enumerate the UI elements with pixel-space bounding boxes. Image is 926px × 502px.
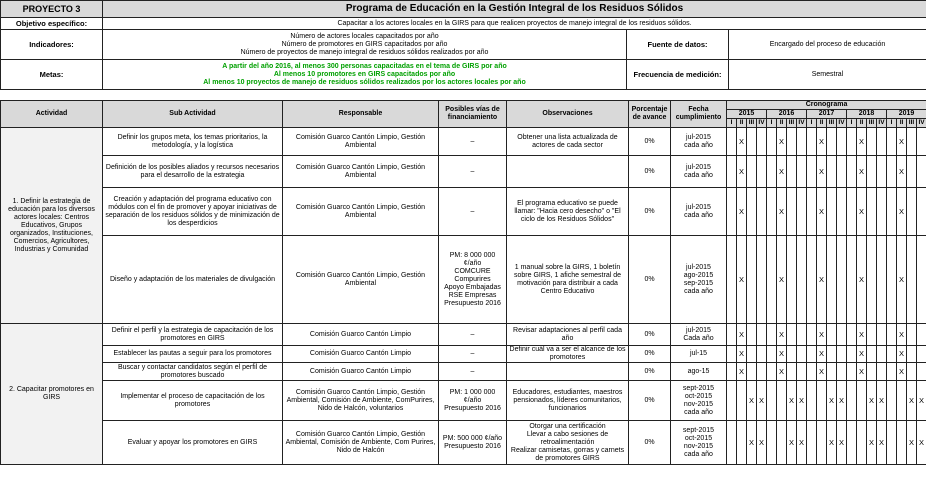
schedule-cell	[867, 156, 877, 188]
table-row	[1, 188, 926, 236]
schedule-mark: X	[917, 381, 926, 421]
schedule-cell	[807, 421, 817, 465]
porcentaje-cell: 0%	[629, 421, 671, 465]
fecha-cell: jul-15	[671, 346, 727, 363]
responsable-cell: Comisión Guarco Cantón Limpio, Gestión Ambiental, Comisión de Ambiente, ComPurires, Nido de Halcón, voluntarios	[283, 381, 439, 421]
schedule-cell	[787, 346, 797, 363]
schedule-mark: X	[837, 381, 847, 421]
activities-table	[0, 100, 926, 465]
schedule-mark: X	[787, 421, 797, 465]
schedule-cell	[847, 381, 857, 421]
header-quarter: II	[857, 119, 867, 128]
sub-activity-cell: Evaluar y apoyar los promotores en GIRS	[103, 421, 283, 465]
indicador-1: Número de actores locales capacitados por año	[290, 32, 439, 40]
table-row	[1, 128, 926, 156]
schedule-cell	[767, 421, 777, 465]
project-title: Programa de Educación en la Gestión Integral de los Residuos Sólidos	[103, 1, 926, 18]
schedule-mark: X	[897, 236, 907, 324]
responsable-cell: Comisión Guarco Cantón Limpio, Gestión Ambiental	[283, 128, 439, 156]
schedule-cell	[897, 381, 907, 421]
schedule-cell	[857, 381, 867, 421]
schedule-mark: X	[817, 324, 827, 346]
responsable-cell: Comisión Guarco Cantón Limpio, Gestión Ambiental	[283, 236, 439, 324]
porcentaje-cell: 0%	[629, 381, 671, 421]
activity-cell: 1. Definir la estrategia de educación para los diversos actores locales: Centros Educativos, Grupos organizados, Instituciones, Comercios, Agricultores, Industrias y Comunidad	[1, 128, 103, 324]
header-quarter: IV	[798, 119, 805, 126]
observaciones-cell	[507, 363, 629, 381]
schedule-mark: X	[897, 346, 907, 363]
observaciones-cell: El programa educativo se puede llamar: "Hacia cero desecho" o "El ciclo de los Residuos Sólidos"	[507, 188, 629, 236]
schedule-mark: X	[797, 381, 807, 421]
header-observaciones: Observaciones	[507, 101, 629, 128]
schedule-mark: X	[757, 381, 767, 421]
header-quarter: III	[747, 119, 757, 128]
header-fecha: Fecha cumplimiento	[671, 101, 727, 128]
responsable-cell: Comisión Guarco Cantón Limpio, Gestión Ambiental	[283, 188, 439, 236]
vias-cell: –	[439, 346, 507, 363]
schedule-mark: X	[857, 128, 867, 156]
schedule-cell	[837, 128, 847, 156]
schedule-mark: X	[777, 324, 787, 346]
schedule-cell	[877, 188, 887, 236]
schedule-cell	[807, 236, 817, 324]
schedule-cell	[867, 188, 877, 236]
indicador-3: Número de proyectos de manejo integral de residuos sólidos realizados por año	[240, 48, 489, 56]
schedule-cell	[837, 236, 847, 324]
header-quarter: IV	[878, 119, 885, 126]
schedule-cell	[727, 346, 737, 363]
header-quarter: III	[867, 119, 877, 128]
schedule-cell	[867, 236, 877, 324]
schedule-cell	[907, 188, 917, 236]
schedule-cell	[847, 363, 857, 381]
schedule-cell	[807, 363, 817, 381]
header-quarter: III	[907, 119, 917, 128]
porcentaje-cell: 0%	[629, 346, 671, 363]
schedule-cell	[877, 324, 887, 346]
schedule-mark: X	[777, 156, 787, 188]
schedule-mark: X	[837, 421, 847, 465]
porcentaje-cell: 0%	[629, 236, 671, 324]
schedule-cell	[807, 156, 817, 188]
schedule-mark: X	[817, 156, 827, 188]
header-quarter: II	[897, 119, 907, 128]
fecha-cell: ago-15	[671, 363, 727, 381]
objetivo-text: Capacitar a los actores locales en la GIRS para que realicen proyectos de manejo integral de los residuos sólidos.	[103, 18, 926, 30]
schedule-cell	[737, 381, 747, 421]
table-row	[1, 381, 926, 421]
schedule-cell	[907, 324, 917, 346]
objetivo-label: Objetivo específico:	[1, 18, 103, 30]
schedule-mark: X	[877, 381, 887, 421]
schedule-mark: X	[817, 188, 827, 236]
schedule-mark: X	[817, 346, 827, 363]
vias-cell: –	[439, 324, 507, 346]
schedule-mark: X	[777, 236, 787, 324]
schedule-cell	[757, 156, 767, 188]
schedule-cell	[907, 128, 917, 156]
header-quarter: II	[777, 119, 787, 128]
schedule-cell	[867, 363, 877, 381]
schedule-cell	[727, 324, 737, 346]
schedule-mark: X	[827, 381, 837, 421]
schedule-cell	[767, 188, 777, 236]
schedule-cell	[797, 363, 807, 381]
schedule-cell	[887, 363, 897, 381]
schedule-mark: X	[817, 236, 827, 324]
schedule-mark: X	[817, 363, 827, 381]
responsable-cell: Comisión Guarco Cantón Limpio, Gestión Ambiental, Comisión de Ambiente, Com Purires, Nido de Halcón	[283, 421, 439, 465]
schedule-cell	[877, 363, 887, 381]
schedule-cell	[767, 324, 777, 346]
schedule-mark: X	[747, 421, 757, 465]
schedule-cell	[887, 381, 897, 421]
meta-2: Al menos 10 promotores en GIRS capacitados por año	[273, 70, 456, 78]
schedule-cell	[747, 156, 757, 188]
schedule-cell	[827, 188, 837, 236]
schedule-cell	[817, 381, 827, 421]
schedule-mark: X	[787, 381, 797, 421]
schedule-mark: X	[897, 156, 907, 188]
schedule-mark: X	[897, 363, 907, 381]
schedule-mark: X	[757, 421, 767, 465]
project-header-table	[0, 0, 926, 90]
schedule-cell	[727, 156, 737, 188]
schedule-mark: X	[737, 324, 747, 346]
schedule-cell	[887, 324, 897, 346]
schedule-cell	[767, 381, 777, 421]
header-quarter: II	[817, 119, 827, 128]
schedule-cell	[757, 324, 767, 346]
schedule-cell	[807, 188, 817, 236]
fecha-cell: jul-2015 cada año	[671, 128, 727, 156]
schedule-cell	[837, 156, 847, 188]
schedule-cell	[837, 324, 847, 346]
schedule-cell	[827, 324, 837, 346]
schedule-cell	[837, 363, 847, 381]
header-quarter: I	[727, 119, 737, 128]
header-quarter: III	[787, 119, 797, 128]
schedule-mark: X	[777, 128, 787, 156]
fecha-cell: jul-2015 cada año	[671, 188, 727, 236]
sub-activity-cell: Definición de los posibles aliados y recursos necesarios para el desarrollo de la estrategia	[103, 156, 283, 188]
schedule-cell	[727, 421, 737, 465]
schedule-cell	[807, 346, 817, 363]
schedule-cell	[847, 346, 857, 363]
responsable-cell: Comisión Guarco Cantón Limpio, Gestión Ambiental	[283, 156, 439, 188]
schedule-cell	[767, 236, 777, 324]
schedule-cell	[727, 128, 737, 156]
header-quarter: IV	[838, 119, 845, 126]
sub-activity-cell: Definir los grupos meta, los temas prioritarios, la metodología, y la logística	[103, 128, 283, 156]
schedule-cell	[797, 236, 807, 324]
fecha-cell: jul-2015 ago-2015 sep-2015 cada año	[671, 236, 727, 324]
schedule-cell	[837, 188, 847, 236]
schedule-cell	[787, 128, 797, 156]
metas-text	[103, 60, 627, 90]
schedule-cell	[767, 346, 777, 363]
porcentaje-cell: 0%	[629, 363, 671, 381]
schedule-cell	[877, 128, 887, 156]
schedule-mark: X	[797, 421, 807, 465]
header-year-2019: 2019	[887, 110, 926, 119]
schedule-cell	[917, 324, 926, 346]
schedule-mark: X	[897, 188, 907, 236]
indicadores-text	[103, 30, 627, 60]
schedule-cell	[797, 324, 807, 346]
header-responsable: Responsable	[283, 101, 439, 128]
schedule-mark: X	[737, 128, 747, 156]
schedule-cell	[827, 236, 837, 324]
observaciones-cell: Revisar adaptaciones al perfil cada año	[507, 324, 629, 346]
schedule-cell	[807, 381, 817, 421]
schedule-cell	[887, 236, 897, 324]
schedule-cell	[787, 236, 797, 324]
schedule-cell	[787, 188, 797, 236]
schedule-cell	[767, 363, 777, 381]
observaciones-cell: Definir cuál va a ser el alcance de los promotores	[507, 346, 629, 363]
schedule-cell	[867, 324, 877, 346]
frecuencia-label: Frecuencia de medición:	[627, 60, 729, 90]
schedule-cell	[867, 346, 877, 363]
schedule-cell	[797, 188, 807, 236]
schedule-cell	[887, 346, 897, 363]
schedule-mark: X	[737, 363, 747, 381]
schedule-cell	[817, 421, 827, 465]
schedule-cell	[917, 156, 926, 188]
schedule-cell	[897, 421, 907, 465]
responsable-cell: Comisión Guarco Cantón Limpio	[283, 363, 439, 381]
schedule-cell	[727, 363, 737, 381]
schedule-cell	[887, 421, 897, 465]
schedule-mark: X	[817, 128, 827, 156]
schedule-cell	[827, 128, 837, 156]
porcentaje-cell: 0%	[629, 128, 671, 156]
schedule-cell	[767, 128, 777, 156]
schedule-cell	[747, 188, 757, 236]
schedule-mark: X	[777, 188, 787, 236]
schedule-cell	[757, 188, 767, 236]
fuente-label: Fuente de datos:	[627, 30, 729, 60]
header-year-2018: 2018	[847, 110, 887, 119]
observaciones-cell: Educadores, estudiantes, maestros pensionados, líderes comunitarios, funcionarios	[507, 381, 629, 421]
meta-3: Al menos 10 proyectos de manejo de residuos sólidos realizados por los actores locales por año	[203, 78, 526, 86]
schedule-cell	[907, 363, 917, 381]
indicadores-label: Indicadores:	[1, 30, 103, 60]
porcentaje-cell: 0%	[629, 324, 671, 346]
metas-label: Metas:	[1, 60, 103, 90]
schedule-mark: X	[917, 421, 926, 465]
project-label: PROYECTO 3	[1, 1, 103, 18]
schedule-cell	[787, 363, 797, 381]
fecha-cell: jul-2015 Cada año	[671, 324, 727, 346]
schedule-cell	[757, 236, 767, 324]
schedule-mark: X	[857, 156, 867, 188]
observaciones-cell	[507, 156, 629, 188]
schedule-cell	[867, 128, 877, 156]
table-row	[1, 363, 926, 381]
header-quarter: I	[847, 119, 857, 128]
porcentaje-cell: 0%	[629, 156, 671, 188]
schedule-cell	[807, 128, 817, 156]
schedule-cell	[907, 346, 917, 363]
schedule-cell	[727, 188, 737, 236]
header-quarter: IV	[758, 119, 765, 126]
observaciones-cell: Otorgar una certificación Llevar a cabo sesiones de retroalimentación Realizar camisetas, gorras y carnets de promotores GIRS	[507, 421, 629, 465]
schedule-mark: X	[737, 236, 747, 324]
fecha-cell: jul-2015 cada año	[671, 156, 727, 188]
schedule-cell	[757, 346, 767, 363]
table-row	[1, 236, 926, 324]
schedule-cell	[877, 236, 887, 324]
header-quarter: III	[827, 119, 837, 128]
frecuencia-text: Semestral	[729, 60, 926, 90]
sub-activity-cell: Buscar y contactar candidatos según el perfil de promotores buscado	[103, 363, 283, 381]
header-vias-financiamiento: Posibles vías de financiamiento	[439, 101, 507, 128]
header-porcentaje: Porcentaje de avance	[629, 101, 671, 128]
schedule-mark: X	[907, 381, 917, 421]
table-row	[1, 156, 926, 188]
schedule-mark: X	[897, 324, 907, 346]
porcentaje-cell: 0%	[629, 188, 671, 236]
header-actividad: Actividad	[1, 101, 103, 128]
header-year-2017: 2017	[807, 110, 847, 119]
schedule-mark: X	[867, 381, 877, 421]
schedule-cell	[837, 346, 847, 363]
schedule-cell	[887, 128, 897, 156]
schedule-cell	[767, 156, 777, 188]
schedule-cell	[857, 421, 867, 465]
schedule-cell	[827, 363, 837, 381]
responsable-cell: Comisión Guarco Cantón Limpio	[283, 346, 439, 363]
schedule-mark: X	[777, 346, 787, 363]
table-row	[1, 346, 926, 363]
header-quarter: IV	[918, 119, 925, 126]
sub-activity-cell: Establecer las pautas a seguir para los promotores	[103, 346, 283, 363]
vias-cell: PM: 500 000 ¢/año Presupuesto 2016	[439, 421, 507, 465]
schedule-cell	[887, 156, 897, 188]
header-quarter: I	[807, 119, 817, 128]
schedule-mark: X	[867, 421, 877, 465]
schedule-cell	[797, 156, 807, 188]
schedule-cell	[727, 381, 737, 421]
schedule-cell	[847, 236, 857, 324]
schedule-cell	[917, 236, 926, 324]
schedule-cell	[757, 128, 767, 156]
schedule-cell	[887, 188, 897, 236]
table-row	[1, 324, 926, 346]
schedule-mark: X	[897, 128, 907, 156]
schedule-cell	[737, 421, 747, 465]
schedule-mark: X	[737, 156, 747, 188]
schedule-cell	[747, 324, 757, 346]
schedule-mark: X	[737, 346, 747, 363]
schedule-mark: X	[777, 363, 787, 381]
schedule-cell	[807, 324, 817, 346]
activity-cell: 2. Capacitar promotores en GIRS	[1, 324, 103, 465]
schedule-cell	[827, 346, 837, 363]
schedule-cell	[907, 156, 917, 188]
vias-cell: PM: 8 000 000 ¢/año COMCURE Compurires Apoyo Embajadas RSE Empresas Presupuesto 2016	[439, 236, 507, 324]
schedule-cell	[847, 421, 857, 465]
fecha-cell: sept-2015 oct-2015 nov-2015 cada año	[671, 421, 727, 465]
schedule-mark: X	[747, 381, 757, 421]
schedule-cell	[747, 236, 757, 324]
schedule-mark: X	[857, 346, 867, 363]
sub-activity-cell: Creación y adaptación del programa educativo con módulos con el fin de promover y apoyar iniciativas de separación de los residuos sólidos y de minimización de los desperdicios	[103, 188, 283, 236]
schedule-cell	[847, 128, 857, 156]
schedule-cell	[847, 324, 857, 346]
vias-cell: PM: 1 000 000 ¢/año Presupuesto 2016	[439, 381, 507, 421]
schedule-cell	[797, 128, 807, 156]
schedule-cell	[847, 156, 857, 188]
sub-activity-cell: Diseño y adaptación de los materiales de divulgación	[103, 236, 283, 324]
schedule-cell	[747, 346, 757, 363]
schedule-mark: X	[857, 363, 867, 381]
fecha-cell: sept-2015 oct-2015 nov-2015 cada año	[671, 381, 727, 421]
schedule-cell	[787, 156, 797, 188]
schedule-mark: X	[907, 421, 917, 465]
observaciones-cell: Obtener una lista actualizada de actores de cada sector	[507, 128, 629, 156]
schedule-cell	[917, 128, 926, 156]
schedule-cell	[757, 363, 767, 381]
header-quarter: I	[887, 119, 897, 128]
header-cronograma: Cronograma	[727, 101, 926, 110]
responsable-cell: Comisión Guarco Cantón Limpio	[283, 324, 439, 346]
schedule-mark: X	[857, 236, 867, 324]
header-year-2015: 2015	[727, 110, 767, 119]
schedule-mark: X	[737, 188, 747, 236]
schedule-cell	[877, 156, 887, 188]
schedule-cell	[787, 324, 797, 346]
schedule-mark: X	[877, 421, 887, 465]
indicador-2: Número de promotores en GIRS capacitados por año	[281, 40, 448, 48]
schedule-cell	[797, 346, 807, 363]
schedule-cell	[777, 381, 787, 421]
header-year-2016: 2016	[767, 110, 807, 119]
sub-activity-cell: Definir el perfil y la estrategia de capacitación de los promotores en GIRS	[103, 324, 283, 346]
schedule-cell	[727, 236, 737, 324]
schedule-cell	[907, 236, 917, 324]
spacer	[0, 90, 926, 100]
schedule-cell	[877, 346, 887, 363]
schedule-cell	[827, 156, 837, 188]
vias-cell: –	[439, 188, 507, 236]
schedule-cell	[917, 363, 926, 381]
schedule-cell	[917, 188, 926, 236]
header-sub-actividad: Sub Actividad	[103, 101, 283, 128]
table-row	[1, 421, 926, 465]
schedule-cell	[777, 421, 787, 465]
schedule-cell	[847, 188, 857, 236]
meta-1: A partir del año 2016, al menos 300 personas capacitadas en el tema de GIRS por año	[222, 62, 507, 70]
schedule-mark: X	[827, 421, 837, 465]
observaciones-cell: 1 manual sobre la GIRS, 1 boletín sobre GIRS, 1 afiche semestral de motivación para distribuir a cada Centro Educativo	[507, 236, 629, 324]
fuente-text: Encargado del proceso de educación	[729, 30, 926, 60]
sub-activity-cell: Implementar el proceso de capacitación de los promotores	[103, 381, 283, 421]
schedule-cell	[917, 346, 926, 363]
header-quarter: II	[737, 119, 747, 128]
header-quarter: I	[767, 119, 777, 128]
vias-cell: –	[439, 363, 507, 381]
schedule-mark: X	[857, 188, 867, 236]
vias-cell: –	[439, 128, 507, 156]
schedule-cell	[747, 128, 757, 156]
schedule-cell	[747, 363, 757, 381]
schedule-mark: X	[857, 324, 867, 346]
vias-cell: –	[439, 156, 507, 188]
